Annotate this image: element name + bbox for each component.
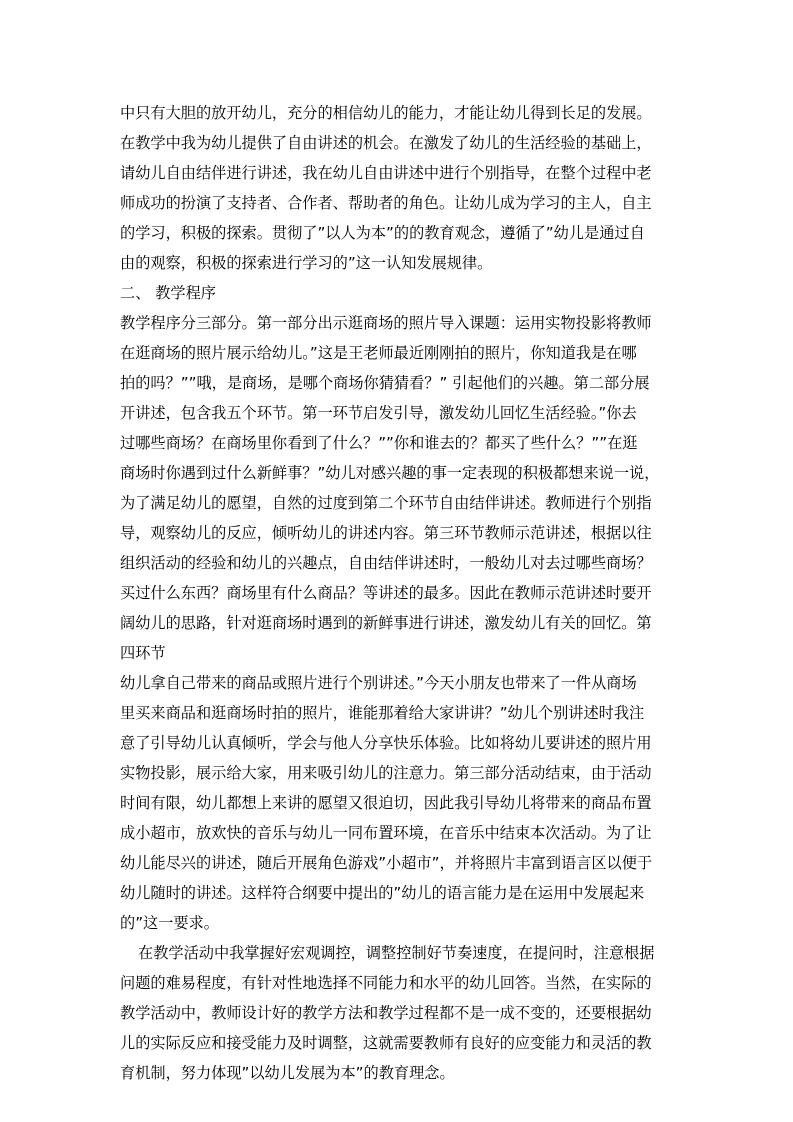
text-line: 组织活动的经验和幼儿的兴趣点，自由结伴讲述时，一般幼儿对去过哪些商场？ — [120, 554, 652, 572]
text-line: 由的观察，积极的探索进行学习的”这一认知发展规律。 — [120, 254, 493, 272]
text-line: 育机制，努力体现”以幼儿发展为本”的教育理念。 — [120, 1064, 455, 1082]
text-line: 的学习，积极的探索。贯彻了”以人为本”的的教育观念，遵循了”幼儿是通过自 — [120, 224, 645, 242]
text-line: 幼儿能尽兴的讲述，随后开展角色游戏”小超市”，并将照片丰富到语言区以便于 — [120, 854, 653, 872]
text-line: 请幼儿自由结伴进行讲述，我在幼儿自由讲述中进行个别指导，在整个过程中老 — [120, 164, 652, 182]
text-line: 在教学中我为幼儿提供了自由讲述的机会。在激发了幼儿的生活经验的基础上， — [120, 134, 652, 152]
text-line: 买过什么东西？商场里有什么商品？等讲述的最多。因此在教师示范讲述时要开 — [120, 584, 652, 602]
text-line: 导，观察幼儿的反应，倾听幼儿的讲述内容。第三环节教师示范讲述，根据以往 — [120, 524, 652, 542]
text-line: 拍的吗？””哦，是商场，是哪个商场你猜猜看？” 引起他们的兴趣。第二部分展 — [120, 374, 650, 392]
text-line: 商场时你遇到过什么新鲜事？”幼儿对感兴趣的事一定表现的积极都想来说一说， — [120, 464, 660, 482]
text-line: 时间有限，幼儿都想上来讲的愿望又很迫切，因此我引导幼儿将带来的商品布置 — [120, 794, 652, 812]
text-line: 意了引导幼儿认真倾听，学会与他人分享快乐体验。比如将幼儿要讲述的照片用 — [120, 734, 652, 752]
text-line: 的”这一要求。 — [120, 914, 219, 932]
text-line: 儿的实际反应和接受能力及时调整，这就需要教师有良好的应变能力和灵活的教 — [120, 1034, 652, 1052]
text-line: 在教学活动中我掌握好宏观调控，调整控制好节奏速度，在提问时，注意根据 — [138, 944, 655, 962]
text-line: 开讲述，包含我五个环节。第一环节启发引导，激发幼儿回忆生活经验。”你去 — [120, 404, 637, 422]
text-line: 过哪些商场？在商场里你看到了什么？””你和谁去的？都买了些什么？””在逛 — [120, 434, 638, 452]
text-line: 幼儿随时的讲述。这样符合纲要中提出的”幼儿的语言能力是在运用中发展起来 — [120, 884, 645, 902]
text-line: 幼儿拿自己带来的商品或照片进行个别讲述。”今天小朋友也带来了一件从商场 — [120, 674, 637, 692]
text-line: 教学程序分三部分。第一部分出示逛商场的照片导入课题：运用实物投影将教师 — [120, 314, 652, 332]
text-line: 为了满足幼儿的愿望，自然的过度到第二个环节自由结伴讲述。教师进行个别指 — [120, 494, 652, 512]
text-line: 问题的难易程度，有针对性地选择不同能力和水平的幼儿回答。当然，在实际的 — [120, 974, 652, 992]
text-line: 里买来商品和逛商场时拍的照片，谁能那着给大家讲讲？”幼儿个别讲述时我注 — [120, 704, 645, 722]
text-line: 在逛商场的照片展示给幼儿。”这是王老师最近刚刚拍的照片，你知道我是在哪 — [120, 344, 637, 362]
text-line: 实物投影，展示给大家，用来吸引幼儿的注意力。第三部分活动结束，由于活动 — [120, 764, 652, 782]
text-line: 中只有大胆的放开幼儿，充分的相信幼儿的能力，才能让幼儿得到长足的发展。 — [120, 104, 652, 122]
text-line: 阔幼儿的思路，针对逛商场时遇到的新鲜事进行讲述，激发幼儿有关的回忆。第 — [120, 614, 652, 632]
text-line: 教学活动中，教师设计好的教学方法和教学过程都不是一成不变的，还要根据幼 — [120, 1004, 652, 1022]
text-line: 师成功的扮演了支持者、合作者、帮助者的角色。让幼儿成为学习的主人，自主 — [120, 194, 652, 212]
text-line: 成小超市，放欢快的音乐与幼儿一同布置环境，在音乐中结束本次活动。为了让 — [120, 824, 652, 842]
text-line: 四环节 — [120, 644, 166, 662]
section-heading: 二、 教学程序 — [120, 284, 216, 302]
